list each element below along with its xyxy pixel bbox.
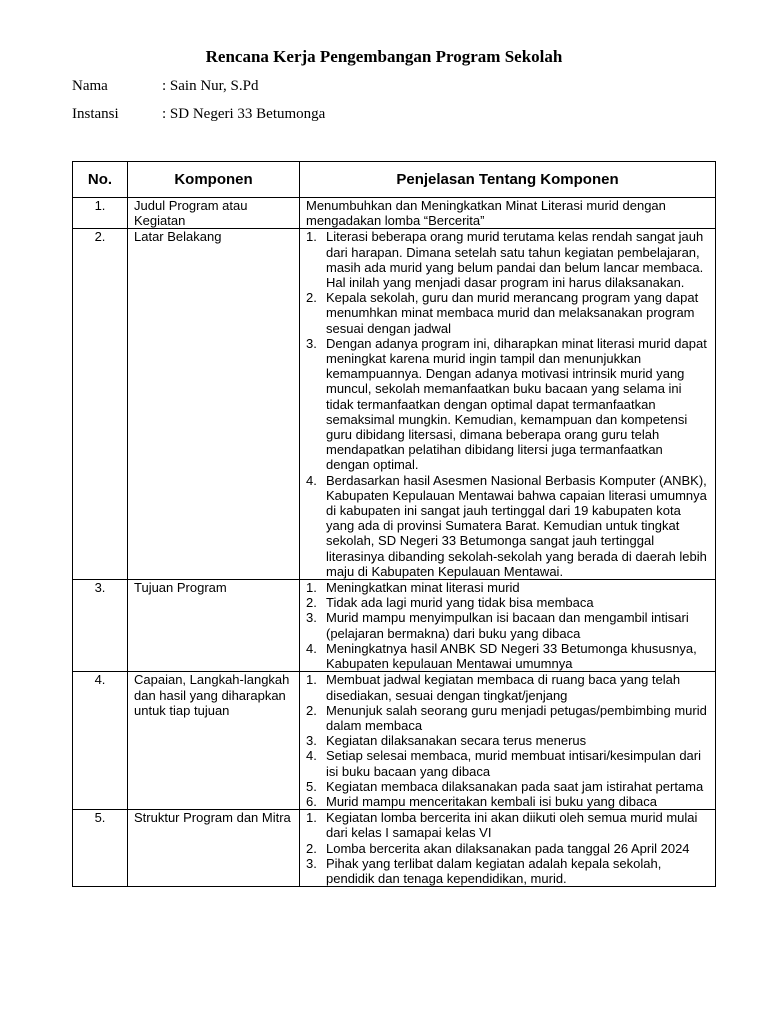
nama-line <box>72 78 259 95</box>
row-penjelasan <box>300 672 716 810</box>
row-penjelasan <box>300 580 716 672</box>
list-item: 4. Setiap selesai membaca, murid membuat intisari/kesimpulan dari isi buku bacaan yang dibaca <box>306 748 701 779</box>
list-item: 3. Murid mampu menyimpulkan isi bacaan dan mengambil intisari (pelajaran bermakna) dari buku yang dibaca <box>306 610 689 641</box>
header-komponen: Komponen <box>128 162 300 198</box>
list-item: 4. Berdasarkan hasil Asesmen Nasional Berbasis Komputer (ANBK), Kabupaten Kepulauan Mentawai bahwa capaian literasi umumnya di kabupaten ini sangat jauh tertinggal dari 19 kabupaten kota yang ada di provinsi Sumatera Barat. Kemudian untuk tingkat sekolah, SD Negeri 33 Betumonga sangat jauh tertinggal literasinya dibanding sekolah-sekolah yang berada di daerah lebih maju di Kabupaten Kepulauan Mentawai. <box>306 472 707 579</box>
row-komponen: Struktur Program dan Mitra <box>128 810 300 887</box>
header-penjelasan: Penjelasan Tentang Komponen <box>300 162 716 198</box>
row-komponen: Latar Belakang <box>128 229 300 580</box>
list-item: 6. Murid mampu menceritakan kembali isi buku yang dibaca <box>306 793 657 809</box>
row-number: 5. <box>73 810 128 887</box>
row-number: 1. <box>73 198 128 229</box>
list-item: 1. Meningkatkan minat literasi murid <box>306 580 520 596</box>
instansi-value: : SD Negeri 33 Betumonga <box>162 106 326 122</box>
row-penjelasan <box>300 229 716 580</box>
row-number: 3. <box>73 580 128 672</box>
list-item: 1. Literasi beberapa orang murid terutama kelas rendah sangat jauh dari harapan. Dimana setelah satu tahun kegiatan pembelajaran, masih ada murid yang belum pandai dan belum lancar membaca. Hal inilah yang menjadi dasar program ini harus dilaksanakan. <box>306 229 704 291</box>
program-table <box>72 161 716 887</box>
header-no: No. <box>73 162 128 198</box>
row-penjelasan <box>300 810 716 887</box>
row-number: 4. <box>73 672 128 810</box>
list-item: 1. Membuat jadwal kegiatan membaca di ruang baca yang telah disediakan, sesuai dengan tingkat/jenjang <box>306 672 681 703</box>
row-number: 2. <box>73 229 128 580</box>
list-item: 1. Kegiatan lomba bercerita ini akan diikuti oleh semua murid mulai dari kelas I samapai kelas VI <box>306 810 698 841</box>
row-penjelasan: Menumbuhkan dan Meningkatkan Minat Literasi murid dengan mengadakan lomba “Bercerita” <box>300 198 716 229</box>
table-row <box>73 198 716 229</box>
list-item: 3. Dengan adanya program ini, diharapkan minat literasi murid dapat meningkat karena murid ingin tampil dan menunjukkan kemampuannya. Dengan adanya motivasi intrinsik murid yang muncul, sekolah memanfaatkan buku bacaan yang selama ini tidak termanfaatkan dengan optimal dapat termanfaatkan semaksimal mungkin. Kemudian, kemampuan dan kompetensi guru dibidang litersasi, dimana beberapa orang guru telah mendapatkan pelatihan dibidang litersi juga termanfaatkan dengan optimal. <box>306 335 707 473</box>
table-row <box>73 810 716 887</box>
instansi-label: Instansi <box>72 106 119 122</box>
numbered-list <box>306 580 709 671</box>
list-item: 3. Kegiatan dilaksanakan secara terus menerus <box>306 733 587 749</box>
numbered-list <box>306 229 709 579</box>
table-row <box>73 580 716 672</box>
list-item: 5. Kegiatan membaca dilaksanakan pada saat jam istirahat pertama <box>306 778 704 794</box>
list-item: 3. Pihak yang terlibat dalam kegiatan adalah kepala sekolah, pendidik dan tenaga kependidikan, murid. <box>306 855 662 886</box>
list-item: 2. Kepala sekolah, guru dan murid merancang program yang dapat menumhkan minat membaca murid dan melaksanakan program sesuai dengan jadwal <box>306 290 699 336</box>
nama-label: Nama <box>72 78 108 94</box>
document-title: Rencana Kerja Pengembangan Program Sekolah <box>205 47 563 66</box>
table-row <box>73 229 716 580</box>
row-komponen: Capaian, Langkah-langkah dan hasil yang diharapkan untuk tiap tujuan <box>128 672 300 810</box>
list-item: 2. Tidak ada lagi murid yang tidak bisa membaca <box>306 595 594 611</box>
numbered-list <box>306 810 709 886</box>
instansi-line <box>72 106 325 123</box>
row-komponen: Judul Program atau Kegiatan <box>128 198 300 229</box>
list-item: 2. Lomba bercerita akan dilaksanakan pada tanggal 26 April 2024 <box>306 840 690 856</box>
list-item: 4. Meningkatnya hasil ANBK SD Negeri 33 Betumonga khususnya, Kabupaten kepulauan Mentawai umumnya <box>306 640 697 672</box>
list-item: 2. Menunjuk salah seorang guru menjadi petugas/pembimbing murid dalam membaca <box>306 702 707 733</box>
numbered-list <box>306 672 709 809</box>
table-row <box>73 672 716 810</box>
table-header-row <box>73 162 716 198</box>
row-komponen: Tujuan Program <box>128 580 300 672</box>
nama-value: : Sain Nur, S.Pd <box>162 78 259 94</box>
